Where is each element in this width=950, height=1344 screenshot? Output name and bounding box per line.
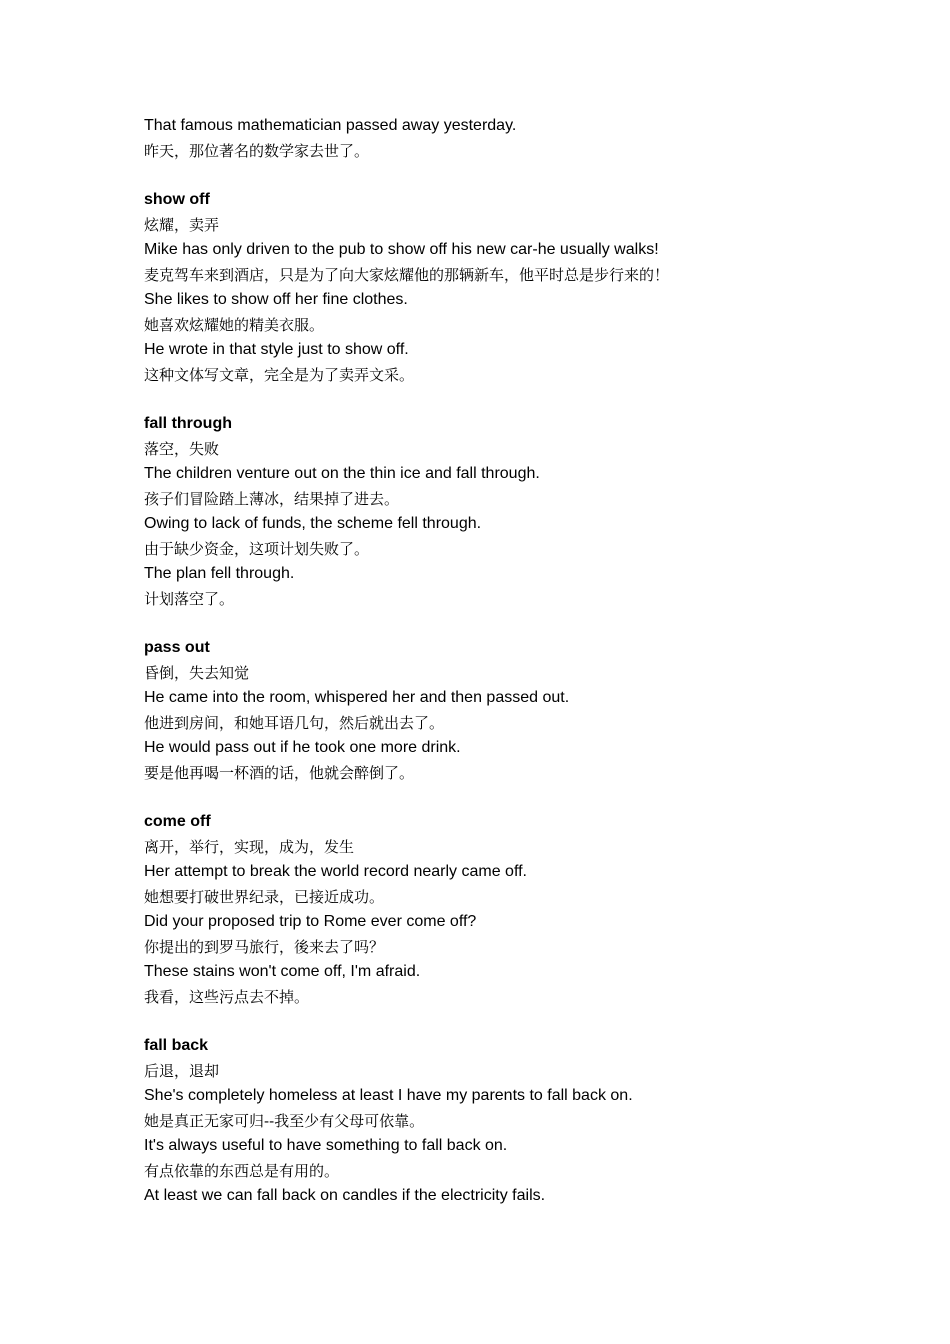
example-en: The plan fell through. xyxy=(144,565,295,582)
section-gap xyxy=(144,611,864,635)
entry-meaning: 后退，退却 xyxy=(144,1062,220,1080)
example-en: He came into the room, whispered her and then passed out. xyxy=(144,689,570,706)
entry-come-off xyxy=(144,809,864,1009)
section-gap xyxy=(144,387,864,411)
example-zh: 孩子们冒险踏上薄冰，结果掉了进去。 xyxy=(144,490,400,508)
example-zh: 你提出的到罗马旅行，後来去了吗？ xyxy=(144,938,385,956)
example-zh: 她想要打破世界纪录，已接近成功。 xyxy=(144,888,385,906)
entry-fall-through xyxy=(144,411,864,611)
example-en: Did your proposed trip to Rome ever come off? xyxy=(144,913,477,930)
section-gap xyxy=(144,1009,864,1033)
example-en: At least we can fall back on candles if the electricity fails. xyxy=(144,1187,546,1204)
example-en: These stains won't come off, I'm afraid. xyxy=(144,963,421,980)
intro-block xyxy=(144,113,864,163)
example-en: It's always useful to have something to fall back on. xyxy=(144,1137,508,1154)
entry-fall-back xyxy=(144,1033,864,1208)
example-en: He wrote in that style just to show off. xyxy=(144,341,409,358)
entry-term: pass out xyxy=(144,639,210,656)
example-zh: 这种文体写文章，完全是为了卖弄文采。 xyxy=(144,366,415,384)
example-zh: 昨天，那位著名的数学家去世了。 xyxy=(144,142,370,160)
example-en: That famous mathematician passed away yesterday. xyxy=(144,117,517,134)
entry-show-off xyxy=(144,187,864,387)
section-gap xyxy=(144,163,864,187)
document-page xyxy=(144,113,864,1208)
entry-pass-out xyxy=(144,635,864,785)
example-zh: 计划落空了。 xyxy=(144,590,235,608)
example-en: She's completely homeless at least I have my parents to fall back on. xyxy=(144,1087,633,1104)
example-zh: 她喜欢炫耀她的精美衣服。 xyxy=(144,316,325,334)
example-zh: 她是真正无家可归--我至少有父母可依靠。 xyxy=(144,1112,425,1130)
example-en: The children venture out on the thin ice and fall through. xyxy=(144,465,540,482)
example-en: Mike has only driven to the pub to show off his new car-he usually walks! xyxy=(144,241,659,258)
entry-term: come off xyxy=(144,813,211,830)
section-gap xyxy=(144,785,864,809)
example-zh: 他进到房间，和她耳语几句，然后就出去了。 xyxy=(144,714,445,732)
entry-meaning: 昏倒，失去知觉 xyxy=(144,664,250,682)
example-zh: 有点依靠的东西总是有用的。 xyxy=(144,1162,340,1180)
entry-meaning: 落空，失败 xyxy=(144,440,220,458)
entry-term: show off xyxy=(144,191,210,208)
example-en: Her attempt to break the world record nearly came off. xyxy=(144,863,527,880)
entry-meaning: 离开，举行，实现，成为，发生 xyxy=(144,838,355,856)
example-en: Owing to lack of funds, the scheme fell through. xyxy=(144,515,482,532)
entry-term: fall back xyxy=(144,1037,209,1054)
example-en: He would pass out if he took one more drink. xyxy=(144,739,461,756)
example-zh: 麦克驾车来到酒店，只是为了向大家炫耀他的那辆新车，他平时总是步行来的！ xyxy=(144,266,670,284)
example-en: She likes to show off her fine clothes. xyxy=(144,291,408,308)
entry-meaning: 炫耀，卖弄 xyxy=(144,216,220,234)
example-zh: 我看，这些污点去不掉。 xyxy=(144,988,310,1006)
example-zh: 由于缺少资金，这项计划失败了。 xyxy=(144,540,370,558)
example-zh: 要是他再喝一杯酒的话，他就会醉倒了。 xyxy=(144,764,415,782)
entry-term: fall through xyxy=(144,415,232,432)
